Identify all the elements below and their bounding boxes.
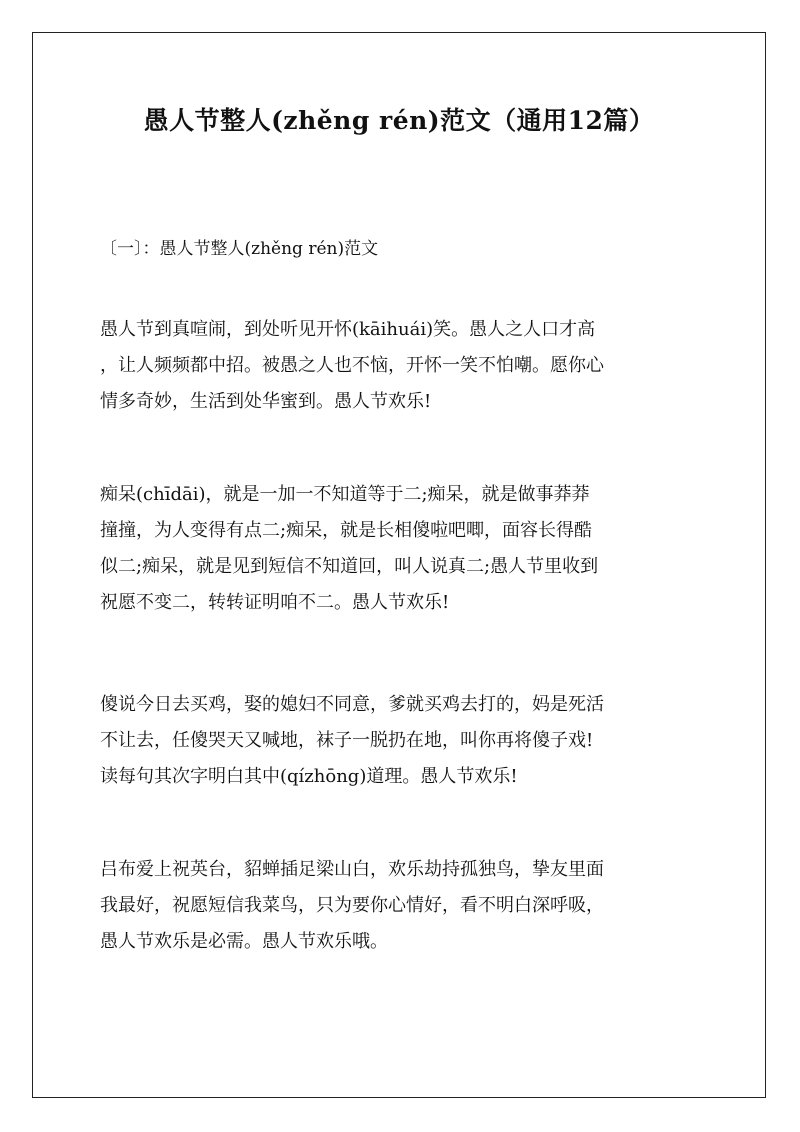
paragraph-line: 傻说今日去买鸡，娶的媳妇不同意，爹就买鸡去打的，妈是死活 (100, 694, 604, 715)
document-title: 愚人节整人(zhěng rén)范文（通用12篇） (143, 106, 655, 135)
paragraph-line: 祝愿不变二，转转证明咱不二。愚人节欢乐! (100, 592, 450, 613)
paragraph-line: 不让去，任傻哭天又喊地，袜子一脱扔在地，叫你再将傻子戏! (100, 730, 594, 751)
paragraph-3 (100, 687, 710, 795)
paragraph-line: 情多奇妙，生活到处华蜜到。愚人节欢乐! (100, 391, 432, 412)
paragraph-line: 痴呆(chīdāi)，就是一加一不知道等于二;痴呆，就是做事莽莽 (100, 484, 590, 505)
paragraph-line: 愚人节欢乐是必需。愚人节欢乐哦。 (100, 931, 388, 952)
paragraph-4 (100, 852, 710, 960)
paragraph-line: 撞撞，为人变得有点二;痴呆，就是长相傻啦吧唧，面容长得酷 (100, 520, 593, 541)
paragraph-2 (100, 477, 710, 621)
section-heading: 〔一〕：愚人节整人(zhěng rén)范文 (100, 239, 379, 259)
paragraph-line: 愚人节到真喧闹，到处听见开怀(kāihuái)笑。愚人之人口才高 (100, 319, 596, 340)
paragraph-line: 读每句其次字明白其中(qízhōng)道理。愚人节欢乐! (100, 766, 518, 787)
paragraph-line: 吕布爱上祝英台，貂蝉插足梁山白，欢乐劫持孤独鸟，挚友里面 (100, 859, 604, 880)
paragraph-line: ，让人频频都中招。被愚之人也不恼，开怀一笑不怕嘲。愿你心 (100, 355, 604, 376)
paragraph-line: 似二;痴呆，就是见到短信不知道回，叫人说真二;愚人节里收到 (100, 556, 599, 577)
paragraph-line: 我最好，祝愿短信我菜鸟，只为要你心情好，看不明白深呼吸， (100, 895, 604, 916)
paragraph-1 (100, 312, 710, 420)
